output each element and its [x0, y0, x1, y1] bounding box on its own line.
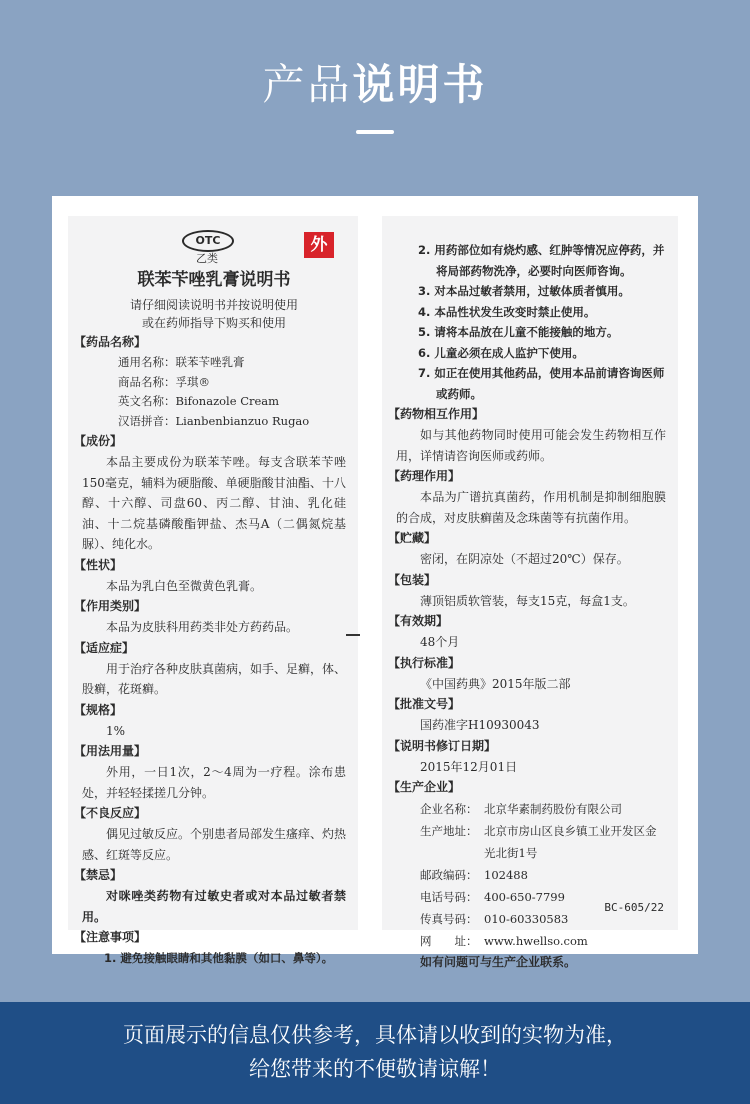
precaution-item: 7. 如正在使用其他药品，使用本品前请咨询医师或药师。: [418, 366, 665, 401]
manufacturer-row: 传真号码： 010-60330583: [420, 912, 569, 926]
standard-text: 《中国药典》2015年版二部: [420, 676, 571, 691]
validity-text: 48个月: [420, 635, 460, 649]
section-heading-approval: 【批准文号】: [388, 697, 461, 711]
indications-text: 用于治疗各种皮肤真菌病，如手、足癣，体、股癣，花斑癣。: [82, 661, 347, 696]
interactions-text: 如与其他药物同时使用可能会发生药物相互作用，详情请咨询医师或药师。: [396, 428, 666, 463]
document-code: BC-605/22: [604, 900, 664, 914]
instruction-line-1: 请仔细阅读说明书并按说明使用: [129, 298, 298, 312]
section-heading-contraindications: 【禁忌】: [74, 868, 123, 882]
storage-text: 密闭，在阴凉处（不超过20℃）保存。: [420, 552, 629, 566]
drug-name-row: 英文名称：Bifonazole Cream: [118, 394, 280, 408]
pharmacology-text: 本品为广谱抗真菌药，作用机制是抑制细胞膜的合成，对皮肤癣菌及念珠菌等有抗菌作用。: [396, 490, 666, 525]
section-heading-adverse: 【不良反应】: [74, 806, 147, 820]
section-heading-interactions: 【药物相互作用】: [388, 407, 485, 421]
precaution-item: 1. 避免接触眼睛和其他黏膜（如口、鼻等）。: [104, 951, 334, 965]
section-heading-pharmacology: 【药理作用】: [388, 469, 461, 483]
disclaimer-line-1: 页面展示的信息仅供参考，具体请以收到的实物为准，: [123, 1023, 627, 1047]
section-heading-ingredients: 【成份】: [74, 434, 123, 448]
section-heading-storage: 【贮藏】: [388, 531, 437, 545]
leaflet-photo: [52, 196, 698, 969]
precaution-item: 2. 用药部位如有烧灼感、红肿等情况应停药，并将局部药物洗净，必要时向医师咨询。: [418, 243, 665, 278]
contact-note: 如有问题可与生产企业联系。: [420, 955, 577, 969]
revision-text: 2015年12月01日: [420, 759, 518, 774]
drug-name-row: 商品名称：孚琪®: [118, 374, 210, 389]
manufacturer-row: 企业名称： 北京华素制药股份有限公司: [420, 802, 622, 816]
otc-badge: OTC: [182, 230, 234, 252]
title-underline: [356, 130, 394, 134]
section-heading-package: 【包装】: [388, 572, 437, 587]
manufacturer-row: 生产地址： 北京市房山区良乡镇工业开发区金光北街1号: [420, 824, 657, 860]
otc-class-label: 乙类: [196, 252, 218, 265]
section-heading-category: 【作用类别】: [74, 599, 147, 613]
manufacturer-row: 网 址： www.hwellso.com: [420, 934, 588, 948]
contraindications-text: 对咪唑类药物有过敏史者或对本品过敏者禁用。: [82, 889, 346, 924]
drug-name-row: 汉语拼音：Lianbenbianzuo Rugao: [118, 413, 310, 428]
category-text: 本品为皮肤科用药类非处方药药品。: [106, 620, 299, 634]
precaution-item: 3. 对本品过敏者禁用，过敏体质者慎用。: [418, 284, 630, 298]
section-heading-validity: 【有效期】: [388, 614, 449, 628]
page-title-light: 产品: [262, 60, 353, 109]
ingredients-text: 本品主要成份为联苯苄唑。每支含联苯苄唑150毫克，辅料为硬脂酸、单硬脂酸甘油酯、十八醇、十六醇、司盘60、丙二醇、甘油、乳化硅油、十二烷基磷酸酯钾盐、杰马A（二偶氮烷基脲）、纯化水。: [82, 455, 346, 551]
page-title-bold: 说明书: [352, 60, 488, 109]
external-use-badge: 外: [304, 232, 334, 258]
section-heading-spec: 【规格】: [74, 702, 123, 717]
approval-text: 国药准字H10930043: [420, 718, 540, 732]
section-heading-standard: 【执行标准】: [388, 655, 461, 670]
precaution-item: 4. 本品性状发生改变时禁止使用。: [418, 304, 596, 319]
section-heading-revision: 【说明书修订日期】: [388, 738, 497, 753]
section-heading-appearance: 【性状】: [74, 557, 123, 572]
disclaimer-footer: [0, 1002, 750, 1104]
manufacturer-row: 电话号码： 400-650-7799: [420, 890, 565, 904]
page-title: [0, 52, 750, 112]
adverse-text: 偶见过敏反应。个别患者局部发生瘙痒、灼热感、红斑等反应。: [82, 827, 347, 862]
instruction-line-2: 或在药师指导下购买和使用: [141, 316, 286, 330]
section-heading-manufacturer: 【生产企业】: [388, 780, 461, 794]
manufacturer-details: [396, 798, 666, 952]
spec-text: 1%: [106, 723, 126, 738]
precaution-item: 5. 请将本品放在儿童不能接触的地方。: [418, 325, 619, 339]
section-heading-precautions: 【注意事项】: [74, 930, 147, 944]
drug-name-row: 通用名称：联苯苄唑乳膏: [118, 355, 245, 369]
section-heading-indications: 【适应症】: [74, 640, 135, 655]
package-text: 薄顶铝质软管装，每支15克，每盒1支。: [420, 593, 635, 608]
precaution-item: 6. 儿童必须在成人监护下使用。: [418, 345, 584, 360]
leaflet-left-panel: [68, 216, 358, 965]
manufacturer-row: 邮政编码： 102488: [420, 868, 528, 882]
fold-mark: [346, 634, 360, 636]
section-heading-dosage: 【用法用量】: [74, 744, 147, 758]
dosage-text: 外用，一日1次，2～4周为一疗程。涂布患处，并轻轻揉搓几分钟。: [82, 765, 346, 800]
leaflet-right-panel: [382, 216, 678, 969]
appearance-text: 本品为乳白色至微黄色乳膏。: [106, 578, 263, 593]
disclaimer-line-2: 给您带来的不便敬请谅解！: [249, 1057, 501, 1081]
section-heading-name: 【药品名称】: [74, 335, 147, 349]
leaflet-title: 联苯苄唑乳膏说明书: [137, 270, 291, 290]
